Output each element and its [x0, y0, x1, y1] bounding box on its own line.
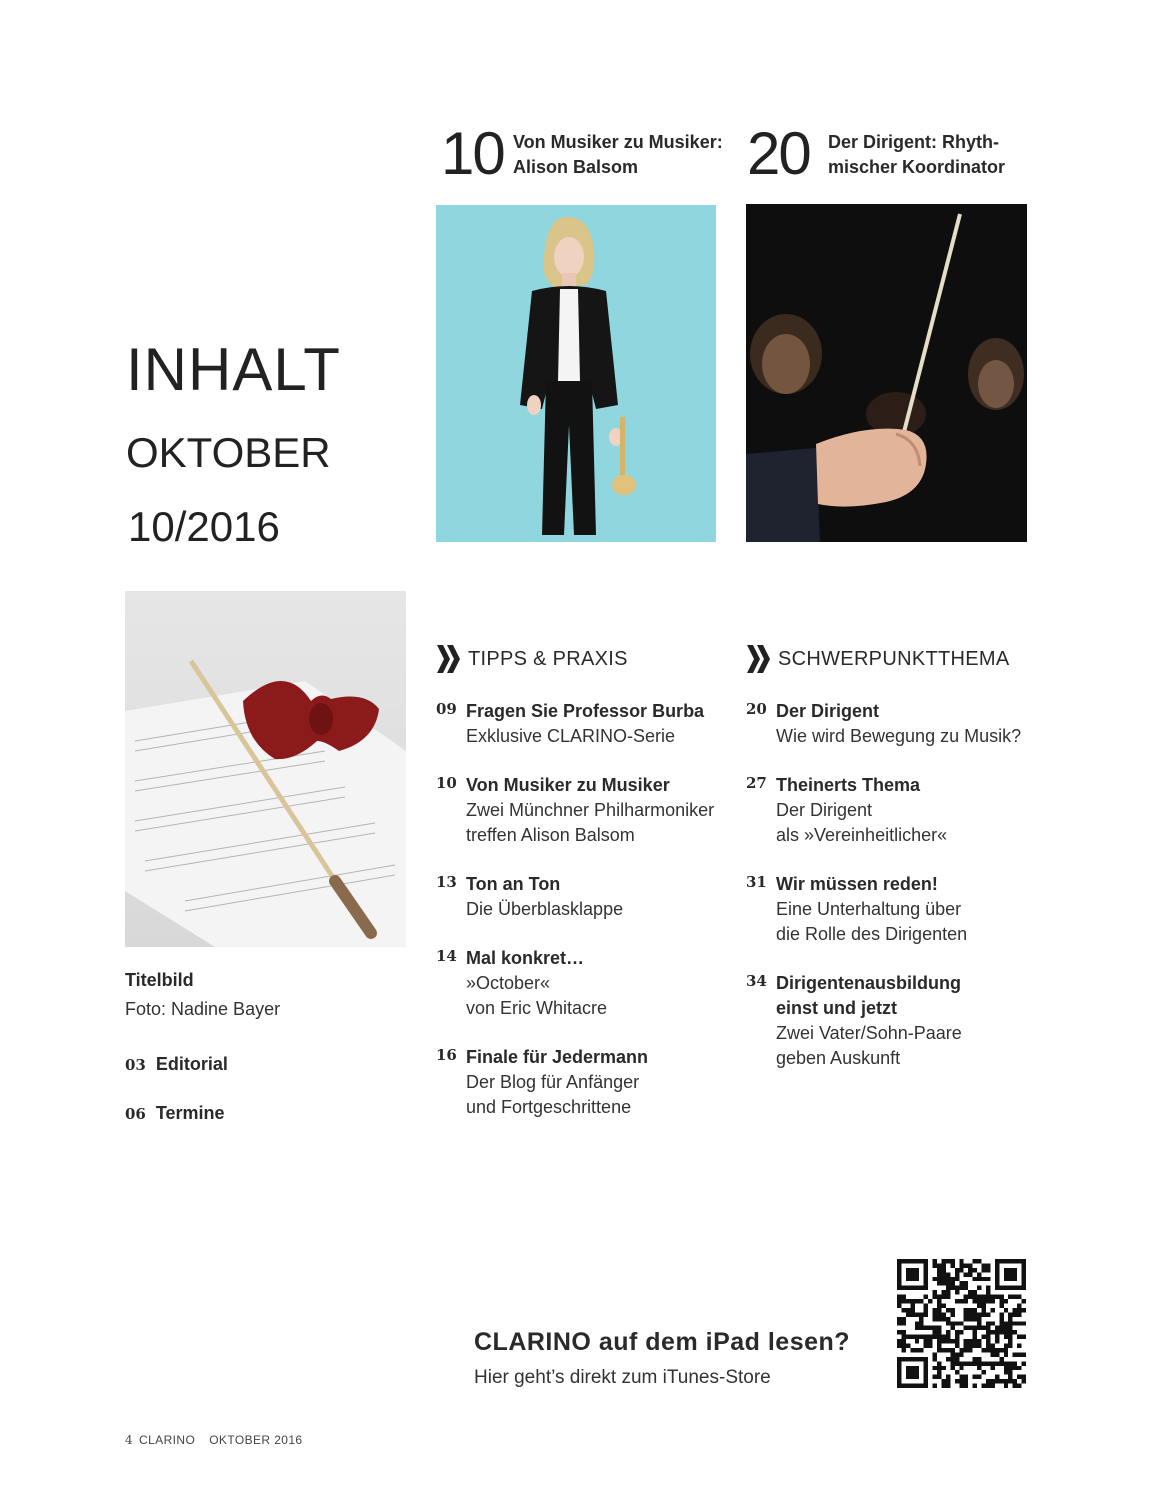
toc-title: Ton an Ton	[466, 874, 561, 894]
footer-page-number: 4	[125, 1433, 134, 1447]
qr-code-graphic	[897, 1259, 1026, 1388]
section-title: SCHWERPUNKTTHEMA	[778, 647, 1010, 670]
toc-entry[interactable]	[746, 971, 1046, 1071]
toc-title: Mal konkret…	[466, 948, 585, 968]
footer-magazine: CLARINO	[139, 1433, 196, 1447]
toc-entry[interactable]	[436, 946, 736, 1021]
qr-code[interactable]	[897, 1259, 1026, 1388]
toc-subtitle: Der Blog für Anfänger	[466, 1072, 640, 1092]
toc-entry[interactable]	[436, 699, 736, 749]
page-title: INHALT	[126, 336, 341, 403]
toc-entry-editorial[interactable]	[125, 1054, 228, 1075]
toc-title: Theinerts Thema	[776, 775, 921, 795]
toc-page-number: 27	[746, 774, 767, 792]
toc-entry-termine[interactable]	[125, 1103, 225, 1124]
featured-heading[interactable]	[513, 130, 723, 180]
toc-page-number: 10	[436, 774, 457, 792]
toc-entry[interactable]	[746, 872, 1046, 947]
toc-entry[interactable]	[746, 699, 1046, 749]
toc-subtitle: geben Auskunft	[776, 1048, 901, 1068]
cover-credit: Foto: Nadine Bayer	[125, 999, 281, 1019]
toc-title: Finale für Jedermann	[466, 1047, 649, 1067]
conductor-photo[interactable]	[746, 204, 1027, 542]
toc-entry[interactable]	[746, 773, 1046, 848]
toc-page-number: 20	[746, 700, 767, 718]
toc-subtitle: Der Dirigent	[776, 800, 873, 820]
ipad-promo-title[interactable]: CLARINO auf dem iPad lesen?	[474, 1328, 851, 1356]
toc-page-number: 03	[125, 1056, 146, 1074]
toc-title: einst und jetzt	[776, 998, 897, 1018]
section-title: TIPPS & PRAXIS	[468, 647, 628, 670]
toc-title: Von Musiker zu Musiker	[466, 775, 670, 795]
issue-number: 10/2016	[128, 503, 280, 550]
featured-title-line: mischer Koordinator	[828, 157, 1006, 177]
toc-subtitle: »October«	[466, 973, 551, 993]
toc-subtitle: Exklusive CLARINO-Serie	[466, 726, 676, 746]
toc-subtitle: als »Vereinheitlicher«	[776, 825, 948, 845]
toc-subtitle: die Rolle des Dirigenten	[776, 924, 968, 944]
toc-subtitle: Eine Unterhaltung über	[776, 899, 962, 919]
section-header-tipps	[436, 644, 628, 674]
toc-title: Termine	[155, 1103, 225, 1123]
issue-month: OKTOBER	[126, 429, 331, 476]
toc-subtitle: und Fortgeschrittene	[466, 1097, 632, 1117]
toc-subtitle: Zwei Vater/Sohn-Paare	[776, 1023, 962, 1043]
toc-subtitle: Wie wird Bewegung zu Musik?	[776, 726, 1022, 746]
footer-issue: OKTOBER 2016	[209, 1433, 303, 1447]
toc-subtitle: treffen Alison Balsom	[466, 825, 635, 845]
alison-balsom-photo[interactable]	[436, 205, 716, 542]
toc-entry[interactable]	[436, 773, 736, 848]
featured-page-number: 10	[441, 120, 504, 187]
toc-page-number: 06	[125, 1105, 146, 1123]
toc-subtitle: Die Überblasklappe	[466, 899, 624, 919]
featured-title-line: Der Dirigent: Rhyth-	[828, 132, 999, 152]
section-header-schwerpunkt	[746, 644, 1009, 674]
page-footer	[125, 1433, 303, 1447]
toc-title: Dirigentenausbildung	[776, 973, 962, 993]
toc-entry[interactable]	[436, 1045, 736, 1120]
featured-title-line: Alison Balsom	[513, 157, 639, 177]
double-chevron-icon	[746, 644, 772, 674]
toc-page-number: 13	[436, 873, 457, 891]
toc-title: Der Dirigent	[776, 701, 880, 721]
toc-page-number: 16	[436, 1046, 457, 1064]
toc-entry[interactable]	[436, 872, 736, 922]
toc-title: Wir müssen reden!	[776, 874, 938, 894]
toc-page-number: 14	[436, 947, 457, 965]
toc-page-number: 34	[746, 972, 767, 990]
toc-subtitle: Zwei Münchner Philharmoniker	[466, 800, 715, 820]
toc-title: Editorial	[155, 1054, 228, 1074]
toc-title: Fragen Sie Professor Burba	[466, 701, 705, 721]
featured-page-number: 20	[747, 120, 810, 187]
ipad-promo-subtitle[interactable]: Hier geht’s direkt zum iTunes-Store	[474, 1367, 771, 1388]
toc-subtitle: von Eric Whitacre	[466, 998, 608, 1018]
cover-label: Titelbild	[125, 970, 194, 990]
cover-photo[interactable]	[125, 591, 406, 947]
toc-page-number: 31	[746, 873, 767, 891]
featured-heading[interactable]	[828, 130, 1005, 180]
toc-page-number: 09	[436, 700, 457, 718]
double-chevron-icon	[436, 644, 462, 674]
featured-title-line: Von Musiker zu Musiker:	[513, 132, 723, 152]
